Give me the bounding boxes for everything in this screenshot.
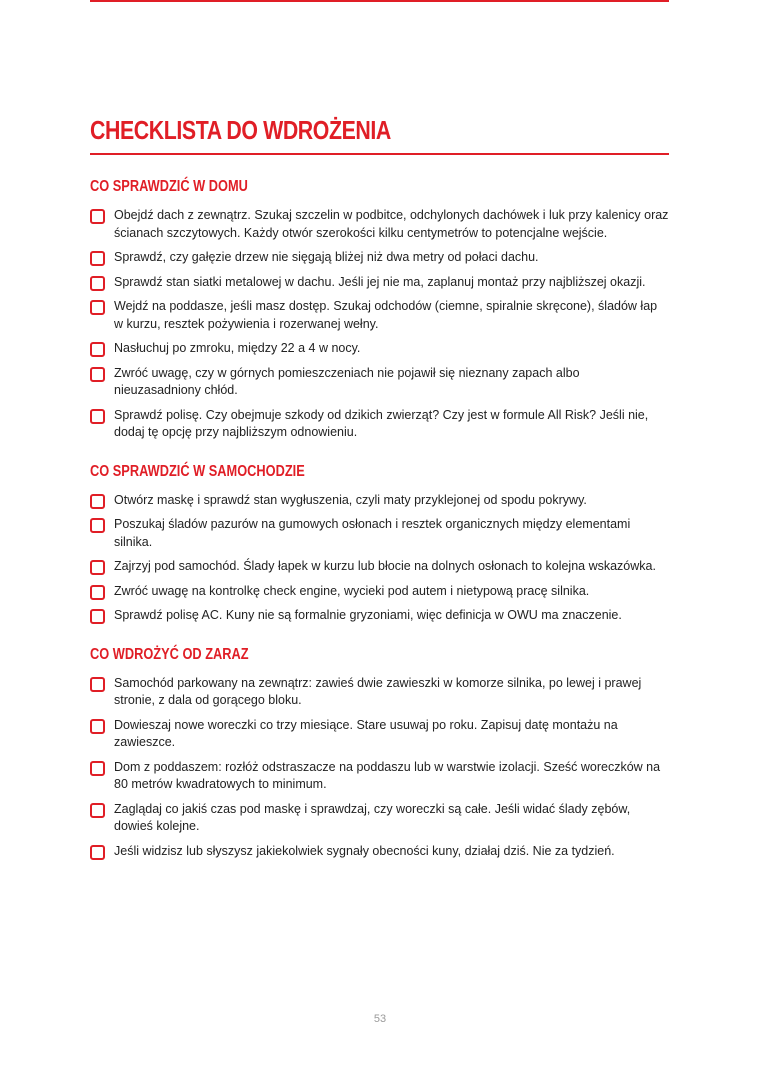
section-heading: CO SPRAWDZIĆ W SAMOCHODZIE [90,462,305,480]
list-item [90,843,669,861]
list-item [90,365,669,400]
checkbox[interactable] [90,719,105,734]
section-implement-now [90,645,669,861]
list-item [90,801,669,836]
list-item [90,249,669,267]
item-text: Nasłuchuj po zmroku, między 22 a 4 w nocy. [114,341,361,355]
list-item [90,717,669,752]
item-text: Sprawdź, czy gałęzie drzew nie sięgają bliżej niż dwa metry od połaci dachu. [114,250,539,264]
item-text: Poszukaj śladów pazurów na gumowych osłonach i resztek organicznych między elementami silnika. [114,517,631,549]
list-item [90,492,669,510]
item-text: Dom z poddaszem: rozłóż odstraszacze na poddaszu lub w warstwie izolacji. Sześć woreczków na 80 metrów kwadratowych to minimum. [114,759,661,791]
title-rule [90,153,669,155]
list-item [90,558,669,576]
list-item [90,298,669,333]
checkbox[interactable] [90,342,105,357]
item-text: Sprawdź polisę AC. Kuny nie są formalnie gryzoniami, więc definicja w OWU ma znaczenie. [114,608,622,622]
item-text: Dowieszaj nowe woreczki co trzy miesiące. Stare usuwaj po roku. Zapisuj datę montażu na zawieszce. [114,717,618,749]
item-text: Sprawdź polisę. Czy obejmuje szkody od dzikich zwierząt? Czy jest w formule All Risk? Jeśli nie, dodaj tę opcję przy najbliższym odnowieniu. [114,407,649,439]
item-text: Otwórz maskę i sprawdź stan wygłuszenia, czyli maty przyklejonej od spodu pokrywy. [114,492,587,507]
item-text: Zaglądaj co jakiś czas pod maskę i sprawdzaj, czy woreczki są całe. Jeśli widać ślady zębów, dowieś kolejne. [114,801,631,833]
checkbox[interactable] [90,560,105,575]
checklist [90,492,669,625]
checkbox[interactable] [90,276,105,291]
checkbox[interactable] [90,251,105,266]
section-heading: CO WDROŻYĆ OD ZARAZ [90,645,249,663]
list-item [90,759,669,794]
checklist [90,207,669,442]
list-item [90,516,669,551]
checkbox[interactable] [90,518,105,533]
section-car [90,462,669,625]
list-item [90,340,669,358]
item-text: Jeśli widzisz lub słyszysz jakiekolwiek sygnały obecności kuny, działaj dziś. Nie za tydzień. [114,843,615,858]
page-number: 53 [373,1013,387,1025]
item-text: Wejdź na poddasze, jeśli masz dostęp. Szukaj odchodów (ciemne, spiralnie skręcone), śladów łap w kurzu, resztek pożywienia i rozerwanej wełny. [114,299,658,331]
checkbox[interactable] [90,761,105,776]
checkbox[interactable] [90,677,105,692]
checkbox[interactable] [90,609,105,624]
page-content [90,110,669,867]
section-heading: CO SPRAWDZIĆ W DOMU [90,178,248,195]
item-text: Zajrzyj pod samochód. Ślady łapek w kurzu lub błocie na dolnych osłonach to kolejna wskazówka. [114,559,656,573]
list-item [90,675,669,710]
item-text: Sprawdź stan siatki metalowej w dachu. Jeśli jej nie ma, zaplanuj montaż przy najbliższej okazji. [114,274,646,289]
list-item [90,407,669,442]
list-item [90,607,669,625]
item-text: Obejdź dach z zewnątrz. Szukaj szczelin w podbitce, odchylonych dachówek i luk przy kalenicy oraz ścianach szczytowych. Każdy otwór szerokości kilku centymetrów to potencjalne wejście. [114,208,669,240]
checkbox[interactable] [90,409,105,424]
checkbox[interactable] [90,585,105,600]
checkbox[interactable] [90,494,105,509]
checkbox[interactable] [90,845,105,860]
checkbox[interactable] [90,367,105,382]
checkbox[interactable] [90,803,105,818]
list-item [90,274,669,292]
section-home [90,177,669,442]
item-text: Zwróć uwagę na kontrolkę check engine, wycieki pod autem i nietypową pracę silnika. [114,583,590,598]
list-item [90,207,669,242]
checklist [90,675,669,861]
page-title: CHECKLISTA DO WDROŻENIA [90,115,391,145]
checkbox[interactable] [90,209,105,224]
item-text: Samochód parkowany na zewnątrz: zawieś dwie zawieszki w komorze silnika, po lewej i prawej stronie, z dala od gorącego bloku. [114,675,642,707]
item-text: Zwróć uwagę, czy w górnych pomieszczeniach nie pojawił się nieznany zapach albo nieuzasadniony chłód. [114,365,580,397]
list-item [90,583,669,601]
top-rule [90,0,669,2]
checkbox[interactable] [90,300,105,315]
